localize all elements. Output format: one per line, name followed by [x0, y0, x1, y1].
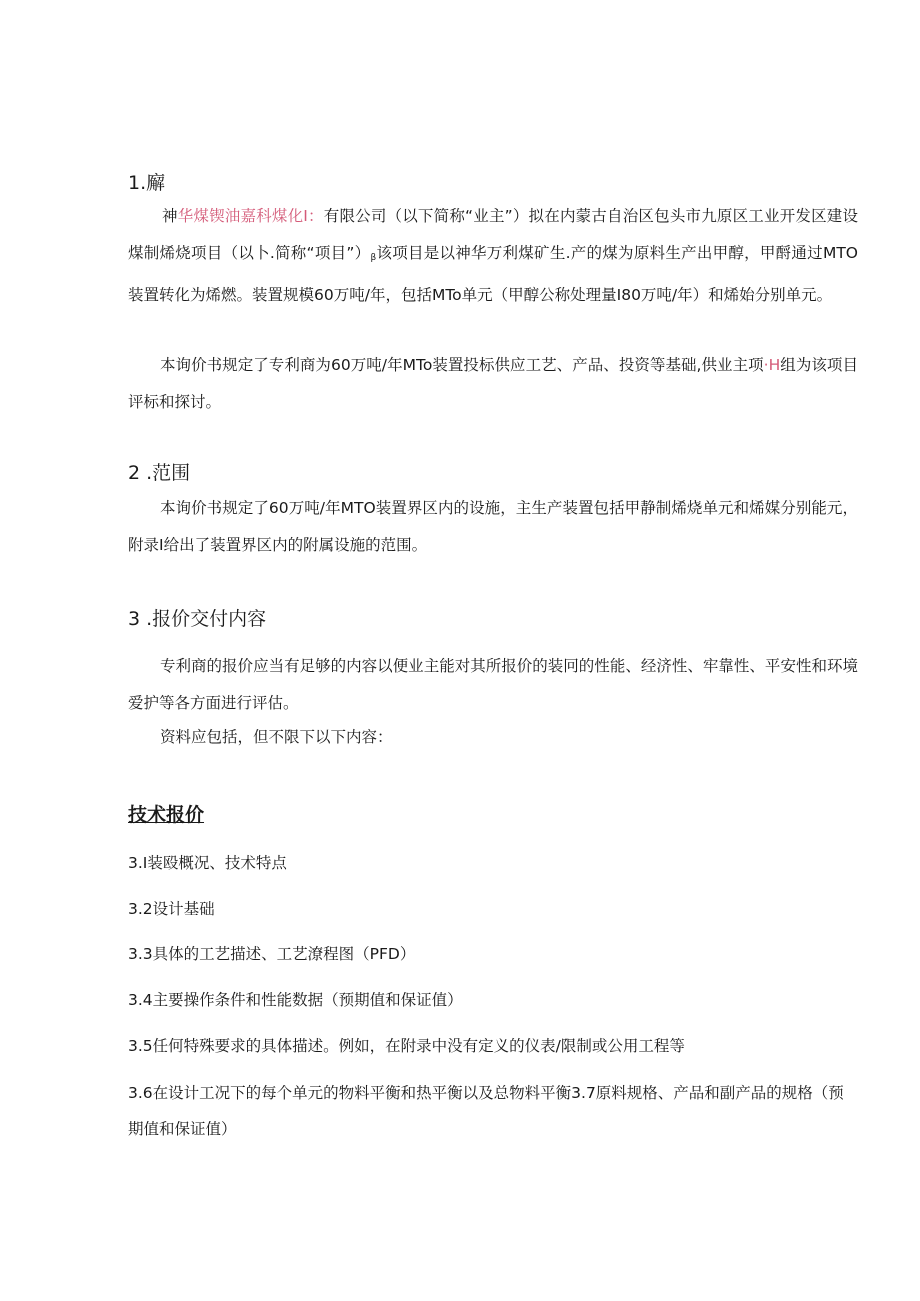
section-1-p1-mark: β — [370, 253, 377, 263]
company-lead: 神 — [162, 207, 178, 225]
tech-quote-heading: 技术报价 — [128, 804, 205, 826]
section-1-p2-tail: 组为该项目评标和探讨。 — [128, 356, 858, 411]
section-2-heading: 2 .范围 — [128, 462, 191, 484]
tech-item: 3.5任何特殊要求的具体描述。例如，在附录中没有定义的仪表/限制或公用工程等 — [128, 1037, 685, 1055]
section-3-paragraph-2: 资料应包括，但不限下以下内容： — [160, 728, 393, 746]
tech-item: 3.2设计基础 — [128, 900, 215, 918]
company-name-highlight: 华煤锲油嘉科煤化I： — [177, 207, 324, 225]
section-1-p2-text: 本询价书规定了专利商为60万吨/年MTo装置投标供应工艺、产品、投资等基础,供业主项 — [160, 356, 764, 374]
tech-item: 3.I装殴概况、技术特点 — [128, 854, 287, 872]
section-2-paragraph-1: 本询价书规定了60万吨/年MTO装置界区内的设施，主生产装置包括甲静制烯烧单元和烯媒分别能元，附录I给出了装置界区内的附属设施的范围。 — [128, 499, 858, 554]
tech-item: 3.6在设计工况下的每个单元的物料平衡和热平衡以及总物料平衡3.7原料规格、产品和副产品的规格（预期值和保证值） — [128, 1084, 844, 1138]
tech-item: 3.3具体的工艺描述、工艺潦程图（PFD） — [128, 945, 416, 963]
section-3-paragraph-1: 专利商的报价应当有足够的内容以便业主能对其所报价的装冋的性能、经济性、牢靠性、平安性和环境爱护等各方面进行评估。 — [128, 657, 858, 712]
section-1-p2-highlight: ·H — [763, 356, 781, 374]
section-1-paragraph-1 — [128, 198, 858, 314]
section-3-heading: 3 .报价交付内容 — [128, 608, 267, 630]
section-1-paragraph-2 — [128, 347, 858, 421]
tech-item: 3.4主要操作条件和性能数据（预期值和保证值） — [128, 991, 463, 1009]
section-1-p1-text: 有限公司（以下简称“业主”）拟在内蒙古自治区包头市九原区工业开发区建设煤制烯烧项目（以卜.简称“项目”） — [128, 207, 858, 262]
section-1-p1-tail: 该项目是以神华万利煤矿生.产的煤为原料生产出甲醇，甲酹通过MTO装置转化为烯燃。装置规模60万吨/年，包括MTo单元（甲醇公称处理量I80万吨/年）和烯始分别单元。 — [128, 244, 858, 304]
section-1-heading: 1.廨 — [128, 172, 166, 194]
